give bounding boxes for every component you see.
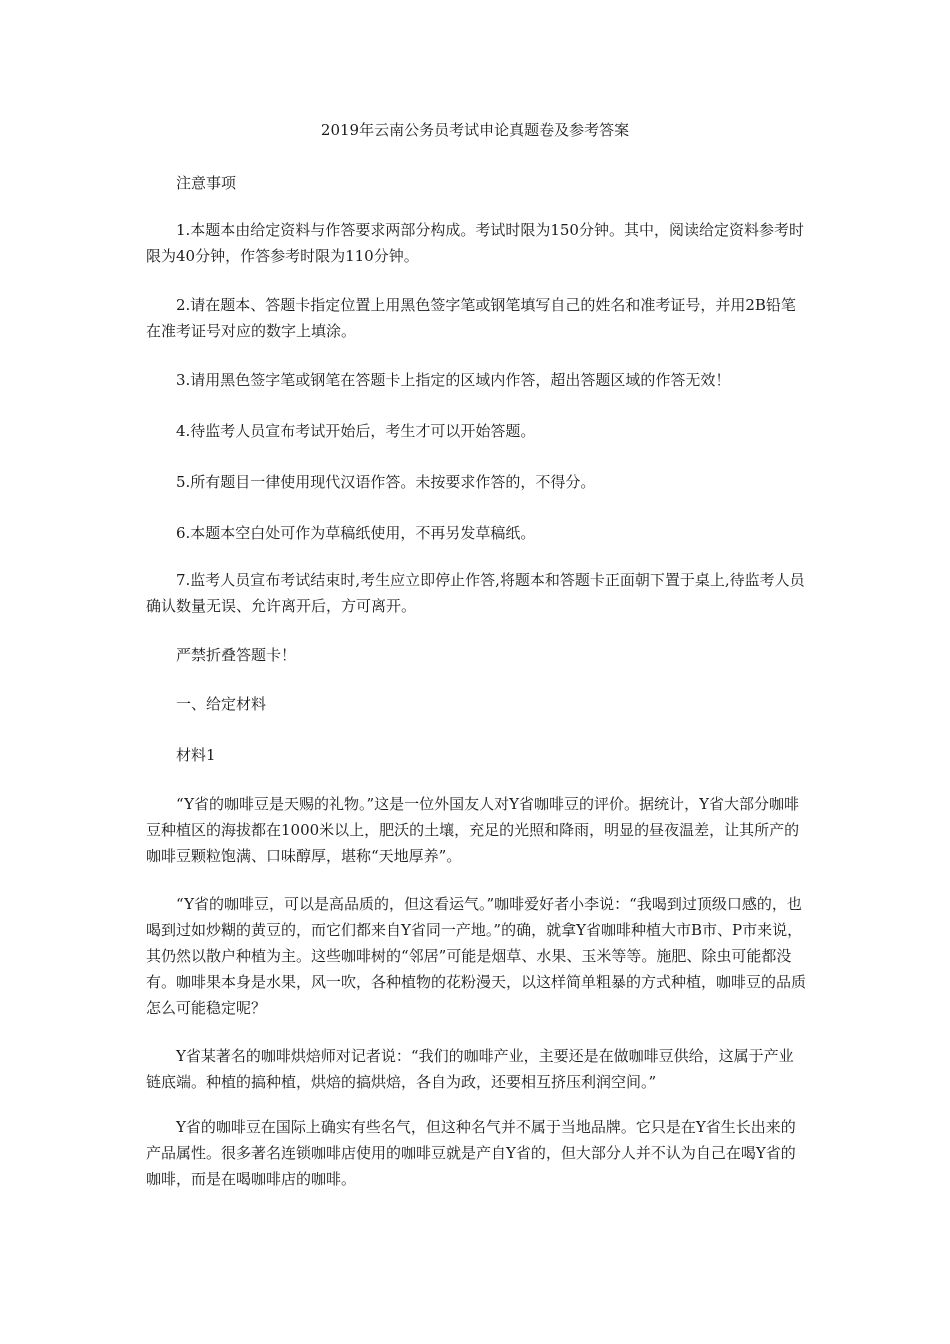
notice-item-5: 5.所有题目一律使用现代汉语作答。未按要求作答的，不得分。: [176, 473, 596, 491]
material-heading: 材料1: [176, 746, 216, 764]
notice-item-1: 1.本题本由给定资料与作答要求两部分构成。考试时限为150分钟。其中，阅读给定资料参考时限为40分钟，作答参考时限为110分钟。: [146, 221, 804, 265]
warning-text: 严禁折叠答题卡！: [176, 646, 297, 664]
notice-item-3: 3.请用黑色签字笔或钢笔在答题卡上指定的区域内作答，超出答题区域的作答无效！: [176, 371, 731, 389]
material-paragraph-4: Y省的咖啡豆在国际上确实有些名气，但这种名气并不属于当地品牌。它只是在Y省生长出来的产品属性。很多著名连锁咖啡店使用的咖啡豆就是产自Y省的，但大部分人并不认为自己在喝Y省的咖啡，而是在喝咖啡店的咖啡。: [146, 1118, 796, 1188]
material-paragraph-3: Y省某著名的咖啡烘焙师对记者说：“我们的咖啡产业，主要还是在做咖啡豆供给，这属于产业链底端。种植的搞种植，烘焙的搞烘焙，各自为政，还要相互挤压利润空间。”: [146, 1047, 794, 1091]
notice-item-6: 6.本题本空白处可作为草稿纸使用，不再另发草稿纸。: [176, 524, 536, 542]
notice-item-7: 7.监考人员宣布考试结束时,考生应立即停止作答,将题本和答题卡正面朝下置于桌上,待监考人员确认数量无误、允许离开后，方可离开。: [146, 571, 805, 615]
notice-item-4: 4.待监考人员宣布考试开始后，考生才可以开始答题。: [176, 422, 536, 440]
material-paragraph-2: “Y省的咖啡豆，可以是高品质的，但这看运气。”咖啡爱好者小李说：“我喝到过顶级口感的，也喝到过如炒糊的黄豆的，而它们都来自Y省同一产地。”的确，就拿Y省咖啡种植大市B市、P市来说，其仍然以散户种植为主。这些咖啡树的“邻居”可能是烟草、水果、玉米等等。施肥、除虫可能都没有。咖啡果本身是水果，风一吹，各种植物的花粉漫天，以这样简单粗暴的方式种植，咖啡豆的品质怎么可能稳定呢？: [146, 895, 807, 1017]
section-heading: 一、给定材料: [176, 695, 267, 713]
material-paragraph-1: “Y省的咖啡豆是天赐的礼物。”这是一位外国友人对Y省咖啡豆的评价。据统计，Y省大部分咖啡豆种植区的海拔都在1000米以上，肥沃的土壤，充足的光照和降雨，明显的昼夜温差，让其所产的咖啡豆颗粒饱满、口味醇厚，堪称“天地厚养”。: [146, 795, 800, 865]
notice-heading: 注意事项: [176, 174, 237, 192]
notice-item-2: 2.请在题本、答题卡指定位置上用黑色签字笔或钢笔填写自己的姓名和准考证号，并用2B铅笔在准考证号对应的数字上填涂。: [146, 296, 796, 340]
document-title: 2019年云南公务员考试申论真题卷及参考答案: [320, 121, 630, 139]
